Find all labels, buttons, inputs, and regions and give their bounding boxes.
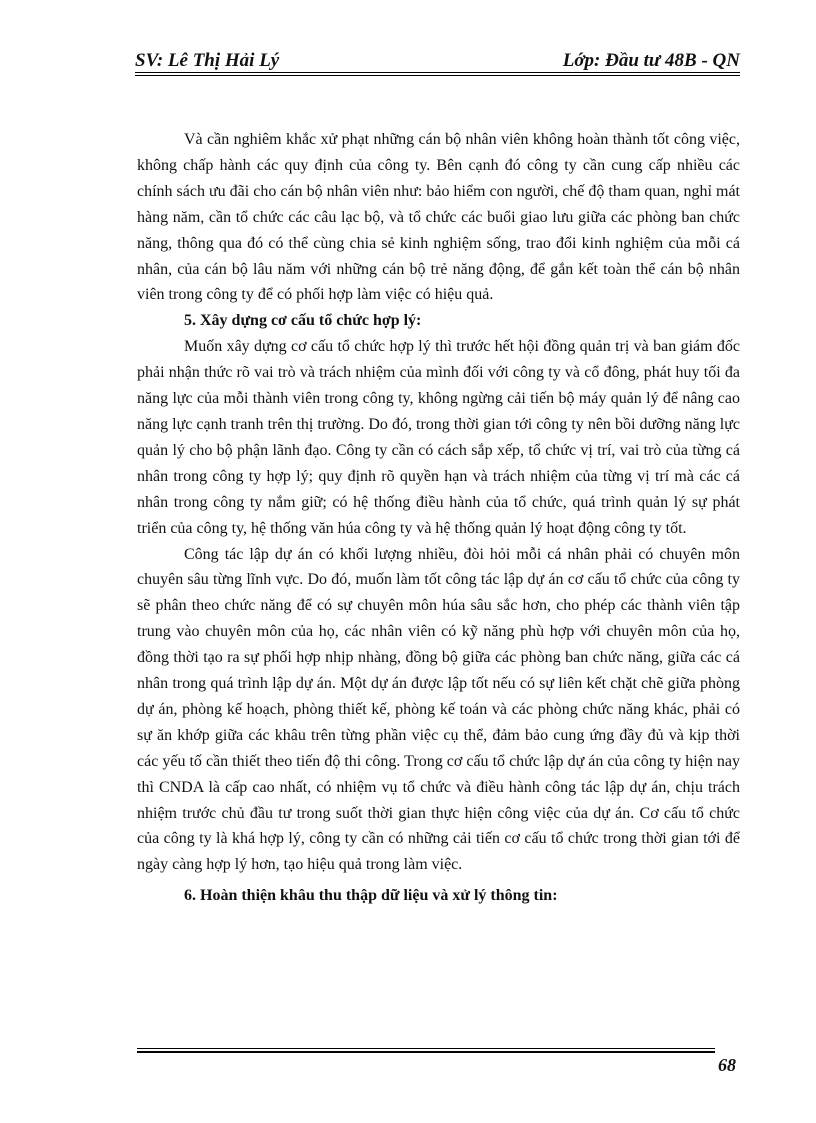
paragraph-2: Muốn xây dựng cơ cấu tổ chức hợp lý thì trước hết hội đồng quản trị và ban giám đốc phải nhận thức rõ vai trò và trách nhiệm của mình đối với công ty và cổ đông, phát huy tối đa năng lực của mỗi thành viên trong công ty, không ngừng cải tiến bộ máy quản lý để nâng cao năng lực cạnh tranh trên thị trường. Do đó, trong thời gian tới công ty nên bồi dưỡng năng lực quản lý cho bộ phận lãnh đạo. Công ty cần có cách sắp xếp, tổ chức vị trí, vai trò của từng cá nhân trong công ty hợp lý; quy định rõ quyền hạn và trách nhiệm của từng vị trí mà các cá nhân trong công ty nắm giữ; có hệ thống điều hành của tổ chức, quá trình quản lý sự phát triển của công ty, hệ thống văn húa công ty và hệ thống quản lý hoạt động công ty tốt.	[137, 338, 740, 537]
student-name: SV: Lê Thị Hải Lý	[135, 50, 280, 71]
footer-rule	[137, 1048, 715, 1049]
section-heading-6: 6. Hoàn thiện khâu thu thập dữ liệu và xử lý thông tin:	[184, 887, 558, 905]
class-name: Lớp: Đầu tư 48B - QN	[562, 50, 740, 71]
page-header	[135, 48, 740, 78]
paragraph-3: Công tác lập dự án có khối lượng nhiều, đòi hỏi mỗi cá nhân phải có chuyên môn chuyên sâu từng lĩnh vực. Do đó, muốn làm tốt công tác lập dự án cơ cấu tổ chức của công ty sẽ phân theo chức năng để có sự chuyên môn húa sâu sắc hơn, cho phép các thành viên tập trung vào chuyên môn của họ, các nhân viên có kỹ năng phù hợp với chuyên môn của họ, đồng thời tạo ra sự phối hợp nhịp nhàng, đồng bộ giữa các phòng ban chức năng, giữa các cá nhân trong quá trình lập dự án. Một dự án được lập tốt nếu có sự liên kết chặt chẽ giữa phòng dự án, phòng kế hoạch, phòng thiết kế, phòng kế toán và các phòng chức năng khác, phải có sự ăn khớp giữa các khâu trên từng phần việc cụ thể, đảm bảo cung ứng đầy đủ và kịp thời các yếu tố cần thiết theo tiến độ thi công. Trong cơ cấu tổ chức lập dự án của công ty hiện nay thì CNDA là cấp cao nhất, có nhiệm vụ tổ chức và điều hành công tác lập dự án, chịu trách nhiệm trước chủ đầu tư trong suốt thời gian thực hiện công việc của dự án. Cơ cấu tổ chức của công ty là khá hợp lý, công ty cần có những cải tiến cơ cấu tổ chức trong thời gian tới để ngày càng hợp lý hơn, tạo hiệu quả trong làm việc.	[137, 545, 740, 874]
header-rule	[135, 72, 740, 73]
paragraph-1: Và cần nghiêm khắc xử phạt những cán bộ nhân viên không hoàn thành tốt công việc, không chấp hành các quy định của công ty. Bên cạnh đó công ty cần cung cấp nhiều các chính sách ưu đãi cho cán bộ nhân viên như: bảo hiểm con người, chế độ tham quan, nghỉ mát hàng năm, cần tổ chức các câu lạc bộ, và tổ chức các buổi giao lưu giữa các phòng ban chức năng, thông qua đó có thể cùng chia sẻ kinh nghiệm sống, trao đổi kinh nghiệm của mỗi cá nhân, của cán bộ lâu năm với những cán bộ trẻ năng động, để gắn kết toàn thể cán bộ nhân viên trong công ty để có phối hợp làm việc có hiệu quả.	[137, 131, 740, 304]
header-rule-thin	[135, 75, 740, 76]
document-body	[137, 127, 740, 909]
footer-rule-thick	[137, 1051, 715, 1053]
page-number: 68	[718, 1055, 736, 1075]
section-heading-5: 5. Xây dựng cơ cấu tổ chức hợp lý:	[184, 312, 422, 330]
